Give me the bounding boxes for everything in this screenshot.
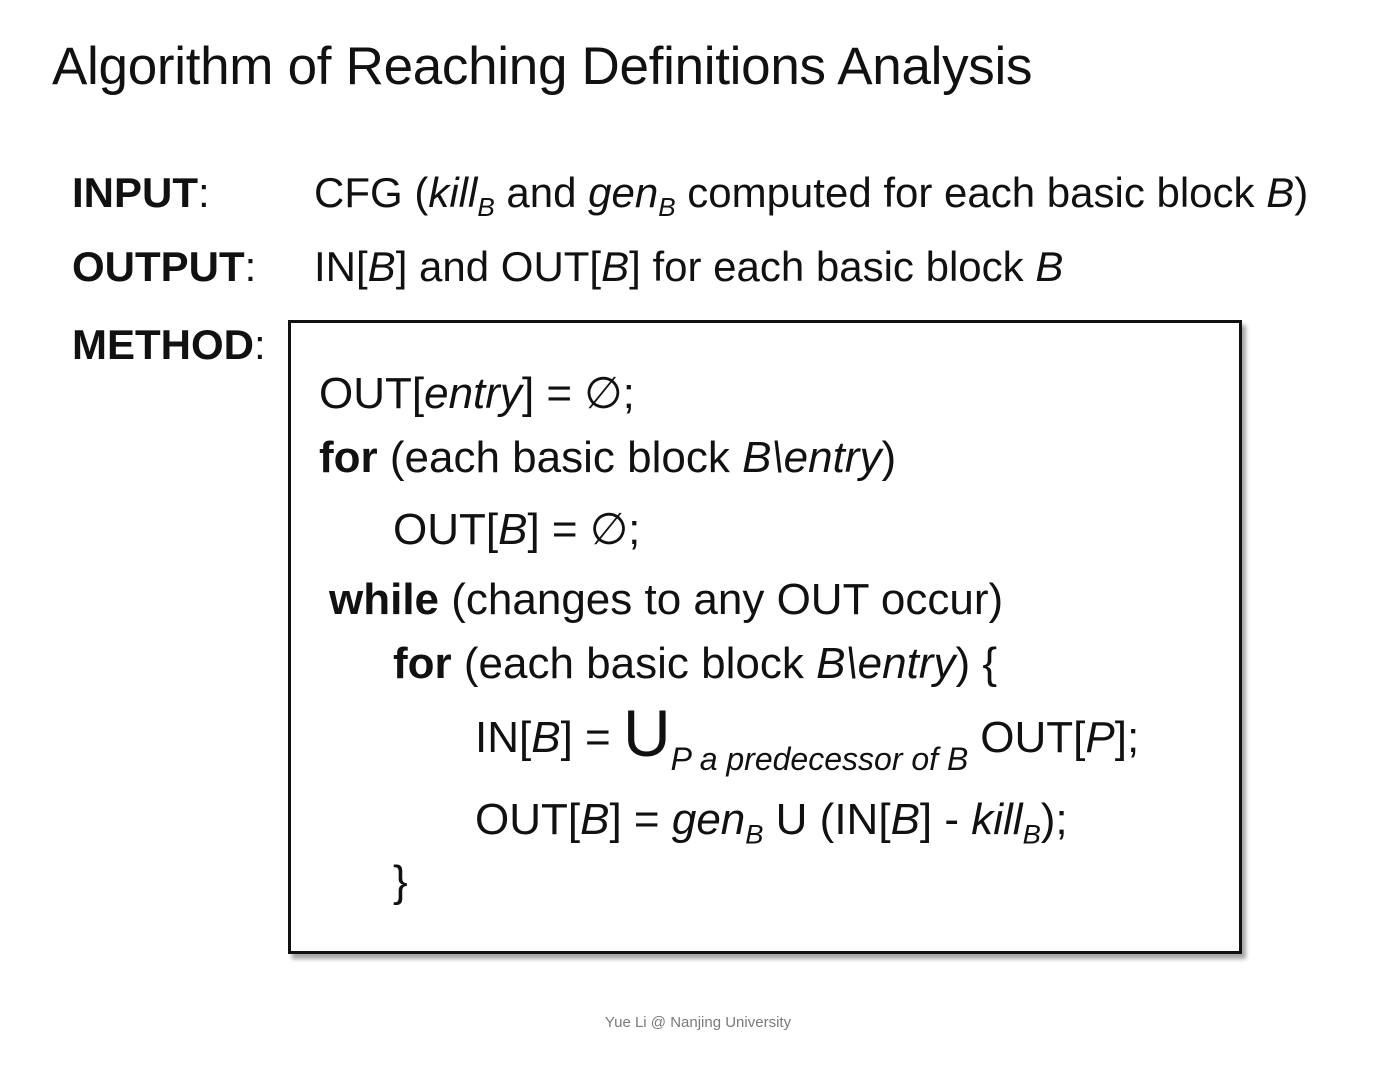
union-subscript: P a predecessor of B [670, 740, 969, 777]
code-kill: kill [971, 795, 1023, 844]
union-operator: U [622, 695, 671, 770]
algorithm-box [288, 320, 1242, 954]
code-block: B [531, 713, 561, 762]
output-value [314, 242, 1063, 292]
code-text: ] - [919, 795, 972, 844]
output-text-2: ] and OUT[ [395, 243, 602, 290]
code-text: OUT[ [319, 369, 425, 418]
code-line-5 [393, 637, 997, 691]
code-text: OUT[ [393, 505, 499, 554]
input-and: and [494, 169, 589, 216]
code-text: ] = [609, 795, 672, 844]
code-line-7 [475, 793, 1068, 850]
keyword-for: for [393, 639, 452, 688]
input-label-group [72, 168, 314, 218]
code-predecessor: P [1085, 713, 1115, 762]
output-label: OUTPUT [72, 243, 245, 290]
method-colon: : [254, 321, 266, 368]
code-text: ) { [955, 639, 998, 688]
code-line-2 [319, 431, 896, 485]
output-b1: B [367, 243, 396, 290]
method-label-group [72, 320, 266, 370]
output-b3: B [1035, 243, 1064, 290]
output-b2: B [601, 243, 630, 290]
method-label: METHOD [72, 321, 254, 368]
input-text-2: computed for each basic block [675, 169, 1267, 216]
code-text: U (IN[ [763, 795, 891, 844]
code-text: ] = ∅; [521, 369, 635, 418]
input-gen-sub: B [658, 192, 676, 223]
code-text: ]; [1114, 713, 1140, 762]
code-text: (each basic block [377, 433, 743, 482]
code-line-6 [475, 695, 1140, 777]
code-block-entry: B\entry [816, 639, 956, 688]
code-gen: gen [671, 795, 746, 844]
input-label: INPUT [72, 169, 198, 216]
keyword-while: while [329, 575, 440, 624]
code-text: (each basic block [451, 639, 817, 688]
input-row [72, 168, 1309, 223]
code-text: ] = ∅; [527, 505, 641, 554]
closing-brace: } [393, 857, 408, 906]
output-text-3: ] for each basic block [629, 243, 1036, 290]
code-text: ); [1040, 795, 1068, 844]
code-line-8 [393, 855, 408, 909]
input-colon: : [198, 169, 210, 216]
output-text-1: IN[ [314, 243, 368, 290]
input-kill-sub: B [477, 192, 495, 223]
output-colon: : [244, 243, 257, 290]
slide-title: Algorithm of Reaching Definitions Analysis [52, 37, 1033, 96]
code-block-entry: B\entry [742, 433, 882, 482]
code-text: IN[ [475, 713, 532, 762]
input-kill: kill [428, 169, 478, 216]
code-block: B [890, 795, 920, 844]
keyword-for: for [319, 433, 378, 482]
code-text: (changes to any OUT occur) [439, 575, 1004, 624]
code-kill-sub: B [1022, 818, 1041, 850]
code-entry: entry [424, 369, 522, 418]
output-label-group [72, 242, 314, 292]
code-text: OUT[ [475, 795, 581, 844]
code-line-4 [329, 573, 1003, 627]
code-block: B [580, 795, 610, 844]
input-block: B [1266, 169, 1295, 216]
code-gen-sub: B [745, 818, 764, 850]
input-text-1: CFG ( [314, 169, 429, 216]
footer-credit: Yue Li @ Nanjing University [604, 1014, 792, 1031]
input-value [314, 168, 1309, 223]
code-text: ) [881, 433, 897, 482]
code-line-3 [393, 503, 640, 557]
code-text: ] = [560, 713, 623, 762]
code-line-1 [319, 367, 635, 421]
input-close: ) [1294, 169, 1309, 216]
code-block: B [498, 505, 528, 554]
input-gen: gen [588, 169, 659, 216]
output-row [72, 242, 1063, 292]
code-text: OUT[ [980, 713, 1086, 762]
